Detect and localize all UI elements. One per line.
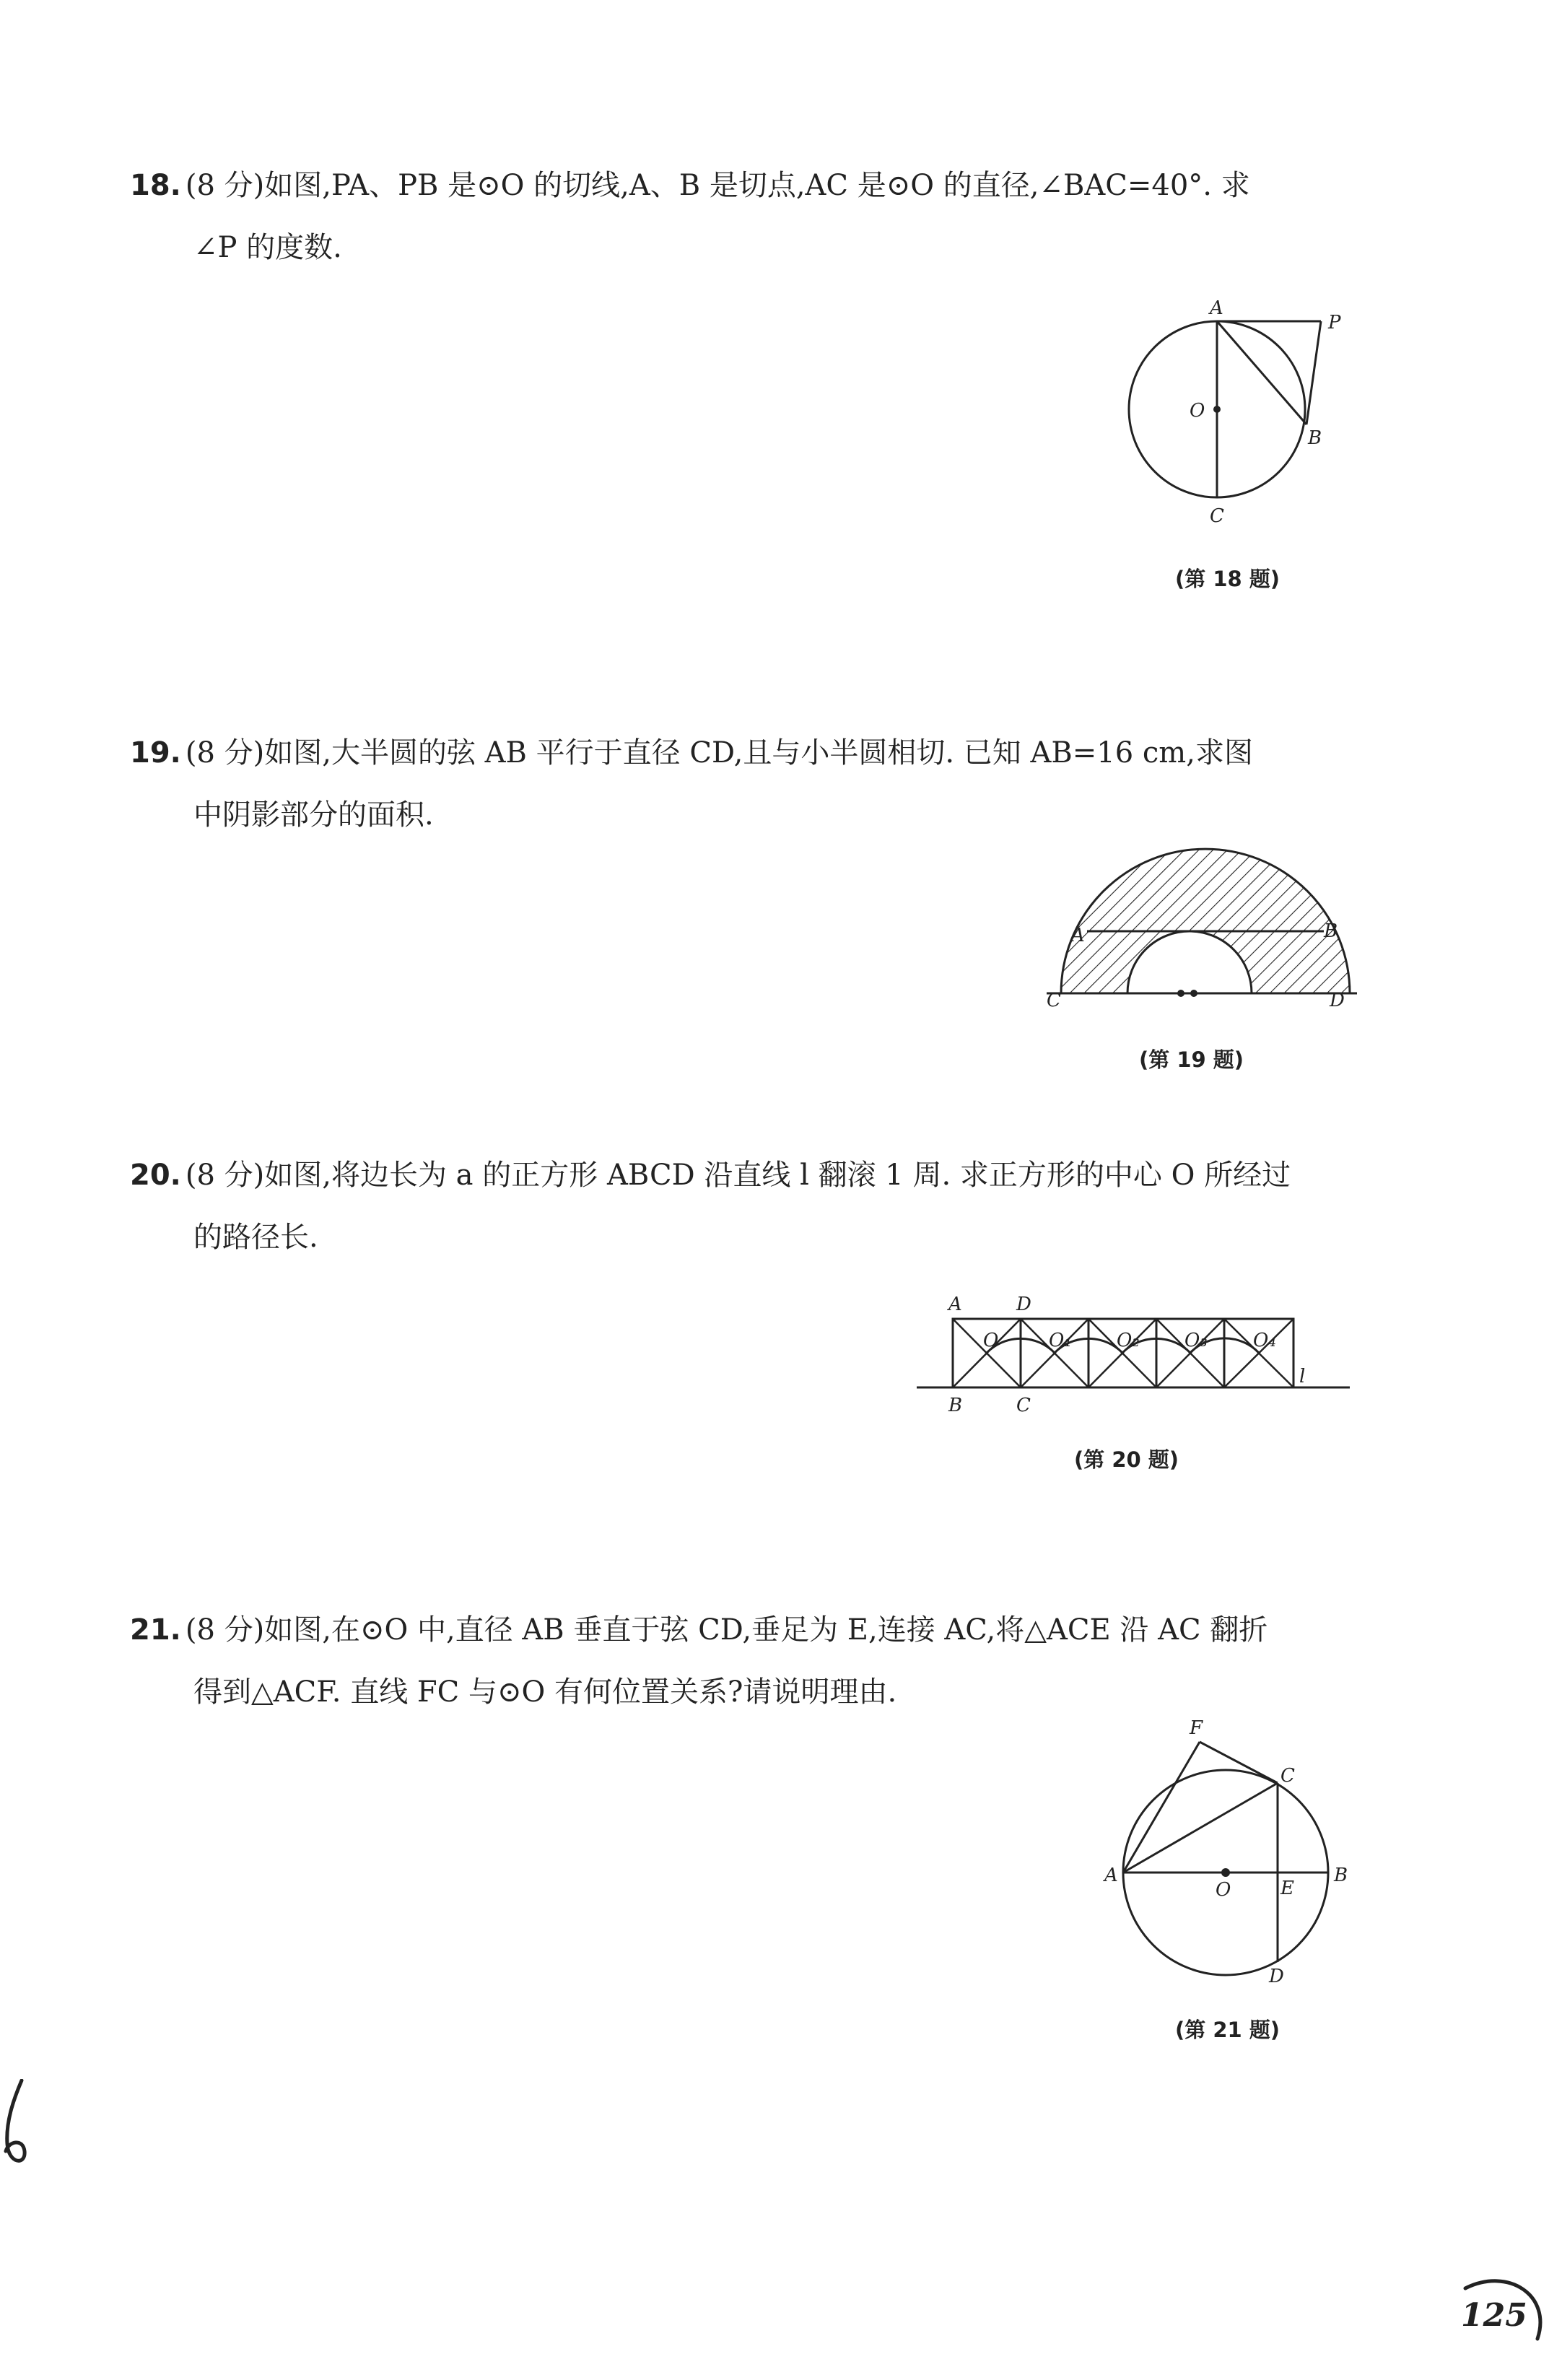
label-d: D [1269,1966,1284,1987]
label-d: D [1330,990,1345,1011]
question-number: 19. [130,736,181,770]
question-text-cont: 的路径长. [193,1221,318,1254]
question-text: (8 分)如图,PA、PB 是⊙O 的切线,A、B 是切点,AC 是⊙O 的直径,∠BAC=40°. 求 [185,169,1250,202]
caption-21: (第 21 题) [1175,2018,1280,2042]
question-number: 18. [130,169,181,202]
label-c: C [1016,1395,1031,1416]
label-o: O [1216,1879,1231,1901]
label-o2: O₂ [1117,1330,1140,1351]
question-text-cont: 得到△ACF. 直线 FC 与⊙O 有何位置关系?请说明理由. [193,1675,897,1709]
question-text: (8 分)如图,大半圆的弦 AB 平行于直径 CD,且与小半圆相切. 已知 AB=16 cm,求图 [185,736,1253,770]
label-o3: O₃ [1184,1330,1208,1351]
figure-18 [1112,292,1371,541]
segment-af [1123,1742,1200,1873]
tangent-pb [1306,321,1321,424]
label-b: B [948,1395,963,1416]
shaded-region [1061,849,1350,993]
caption-18: (第 18 题) [1175,567,1280,591]
figure-20-svg [917,1289,1350,1422]
question-text: (8 分)如图,在⊙O 中,直径 AB 垂直于弦 CD,垂足为 E,连接 AC,将△ACE 沿 AC 翻折 [185,1613,1268,1647]
question-number: 21. [130,1613,181,1647]
label-f: F [1190,1717,1203,1739]
question-text-cont: ∠P 的度数. [193,231,342,264]
figure-20 [917,1289,1350,1425]
label-c: C [1047,990,1061,1011]
question-number: 20. [130,1159,181,1192]
center-dot-large [1190,990,1197,997]
caption-19: (第 19 题) [1139,1047,1244,1072]
handwritten-mark [0,2079,36,2173]
label-c: C [1280,1765,1295,1787]
question-text: (8 分)如图,将边长为 a 的正方形 ABCD 沿直线 l 翻滚 1 周. 求正方形的中心 O 所经过 [185,1159,1291,1192]
question-text-cont: 中阴影部分的面积. [193,798,434,832]
question-20 [130,1144,1386,1268]
figure-19 [1047,816,1364,1028]
label-b: B [1324,920,1338,942]
figure-21 [1097,1711,1371,1995]
label-p: P [1328,312,1341,334]
label-b: B [1334,1865,1348,1886]
caption-20: (第 20 题) [1074,1447,1179,1472]
center-dot-small [1177,990,1184,997]
figure-19-svg [1047,816,1364,1025]
label-o4: O₄ [1253,1330,1276,1351]
label-l: l [1299,1366,1306,1387]
label-a: A [1210,297,1223,319]
center-dot [1221,1868,1230,1877]
label-b: B [1308,427,1322,449]
label-d: D [1016,1294,1031,1315]
label-o: O [983,1330,999,1351]
label-o1: O₁ [1049,1330,1072,1351]
center-dot [1213,406,1221,413]
chord-ab [1217,321,1306,424]
label-a: A [1071,925,1085,946]
segment-fc [1200,1742,1278,1783]
question-21 [130,1599,1386,1723]
figure-21-svg [1097,1711,1371,1992]
label-e: E [1280,1878,1294,1899]
figure-18-svg [1112,292,1371,538]
label-o: O [1190,400,1205,422]
label-a: A [1104,1865,1118,1886]
question-18 [130,154,1386,279]
label-c: C [1210,505,1224,527]
label-a: A [948,1294,962,1315]
page-number: 125 [1461,2297,1527,2334]
segment-ac [1123,1783,1278,1873]
